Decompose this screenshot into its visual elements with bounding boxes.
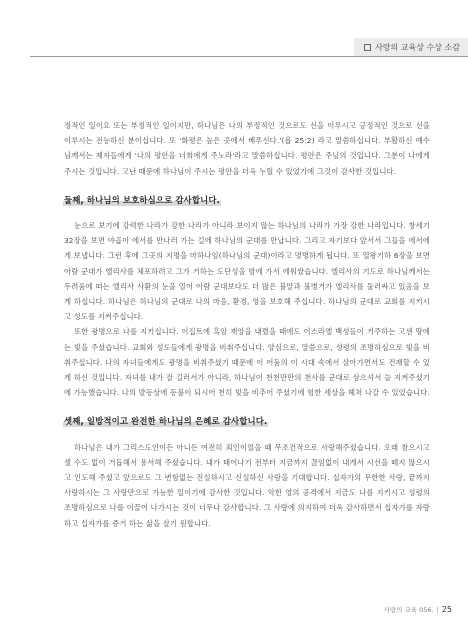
page-number: 25 [441,605,452,614]
section-heading-text: 둘째, 하나님의 보호하심으로 감사합니다. [64,194,220,205]
paragraph: 눈으로 보기에 강력한 나라가 강한 나라가 아니라 보이지 않는 하나님의 나라가 가장 강한 나라입니다. 창세기 32장을 보면 야곱이 에서를 만나러 가는 길에 하나님의 군대를 만납니다. 그리고 자기보다 앞서서 그들을 에서에게 보냅니다. 그런 후에 그곳의 지명을 마하나임(하나님의 군대)이라고 명명하게 됩니다. 또 열왕기하 6장을 보면 아람 군대가 엘리사를 체포하려고 그가 거하는 도단성을 밤에 가서 에워쌌습니다. 엘리사의 기도로 하나님께서는 두려움에 떠는 엘리사 사환의 눈을 열어 아람 군대보다도 더 많은 불말과 불병거가 엘리사를 둘러싸고 있음을 보게 하십니다. 하나님은 하나님의 군대로 나의 마음, 환경, 영을 보호해 주십니다. 하나님의 군대로 교회를 지키시고 성도를 지켜주십니다. [64,221,430,322]
section-label: 사랑의 교육상 수상 소감 [375,42,460,52]
paragraph: 정적인 일이요 또는 부정적인 일이지만, 하나님은 나의 부정적인 것으로도 선을 이루시고 긍정적인 것으로 선을 이루시는 전능하신 분이십니다. 또 '화평은 높은 곳에서 베푸신다.'(욥 25:2) 라고 말씀하십니다. 부활하신 예수님께서는 제자들에게 '나의 평안을 너희에게 주노라'라고 말씀하십니다. 평안은 주님의 것입니다. 그분이 나에게 주시는 것입니다. 고난 때문에 하나님이 주시는 평안을 더욱 누릴 수 있었기에 그것이 감사한 것입니다. [64,121,430,176]
section-heading [64,193,430,208]
paragraph: 하나님은 내가 그리스도인이든 아니든 여전히 죄인이었을 때 무조건적으로 사랑해주셨습니다. 오래 참으시고 셀 수도 없이 거듭해서 용서해 주셨습니다. 내가 태어나기 전부터 지금까지 끊임없이 내게서 시선을 떼지 않으시고 인도해 주셨고 앞으로도 그 변함없는 진실하시고 신실하신 사랑을 기대합니다. 십자가의 무한한 사랑, 끝까지 사랑하시는 그 사랑만으로 가능한 일이기에 감사한 것입니다. 악한 영의 공격에서 지금도 나를 지키시고 성령의 조명하심으로 나를 이끌어 나가시는 것이 너무나 감사합니다. 그 사랑에 의지하여 더욱 감사하면서 십자가를 자랑하고 십자가를 증거 하는 삶을 살기 원합니다. [64,442,430,528]
section-header [354,38,468,56]
paragraph: 또한 광명으로 나를 지키십니다. 이집트에 흑암 재앙을 내렸을 때에도 이스라엘 백성들이 거주하는 고센 땅에는 빛을 주셨습니다. 교회와 성도들에게 광명을 비춰주십니다. 양심으로, 말씀으로, 성령의 조명하심으로 빛을 비춰주십니다. 나의 자녀들에게도 광명을 비춰주셨기 때문에 이 어둠의 이 시대 속에서 살아가면서도 건재할 수 있게 하신 것입니다. 자녀를 내가 잘 길러서가 아니라, 하나님이 천천만만의 천사를 군대로 삼으셔서 늘 지켜주셨기에 가능했습니다. 나의 발등상에 등불이 되시어 천히 빛을 비추어 주셨기에 험한 세상을 헤쳐 나갈 수 있었습니다. [64,327,430,398]
page-footer [384,605,452,614]
section-heading [64,414,430,429]
article-body [64,118,430,531]
square-bullet-icon [364,44,371,51]
footer-separator: | [436,605,439,614]
section-heading-text: 셋째, 일방적이고 완전한 하나님의 은혜로 감사합니다. [64,416,268,427]
header-rule [30,56,468,57]
publication-name: 사랑의 교육 056. [383,606,434,614]
